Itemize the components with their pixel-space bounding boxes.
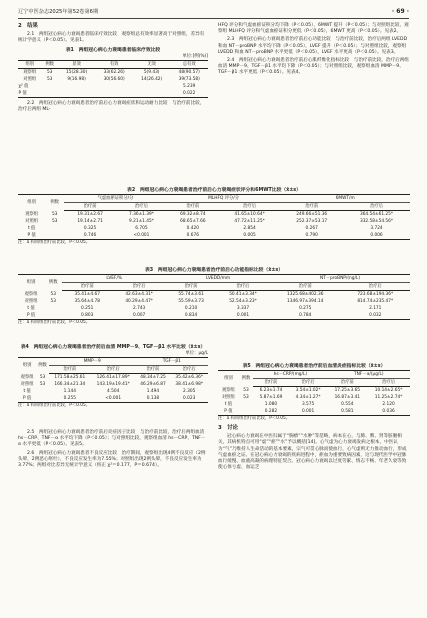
table-cell: 1.144: [63, 388, 76, 394]
table-cell: [58, 83, 96, 90]
table3-after: 治疗后: [216, 283, 270, 291]
table3-before: 治疗前: [166, 283, 216, 291]
table-row: [18, 90, 208, 97]
table-cell: 0.420: [186, 226, 199, 231]
table-cell: [42, 90, 58, 97]
table-cell: 0.007: [132, 312, 146, 318]
table4-caption: 表4 两组冠心病心力衰竭患者治疗前后血清 MMP－9、TGF－β1 水平比较（x̄±s）: [20, 345, 206, 350]
table-cell: 观察组: [23, 69, 37, 75]
table-cell: 2.171: [369, 306, 382, 311]
paragraph-3: 冠心病心力衰竭在中医归属于“胸痹”“水肿”等范畴，病本在心，与肺、脾、肾等脏腑相关，其病机特点可用“虚”“瘀”“水”予以概括[14]。心气虚为心力衰竭发病之根本，中医认为“气”乃维持人生命活动的基本要素，宗气可贯心脉而使血行，心气虚则无力推动血行，形成气虚血瘀之证。在冠心病心力衰竭的疾病进程中，瘀血为重要致病因素，这与现代医学中冠脉血行缓慢、血液高凝的病理特征契合。冠心病心力衰竭以过度劳累、情志不畅、年老久衰等致使心体亏虚、血运乏: [218, 434, 407, 471]
table-row: [18, 218, 410, 225]
table-cell: 5(9.43): [143, 69, 160, 75]
table-cell: 39(73.58): [178, 76, 200, 82]
table-row: [18, 312, 410, 319]
journal-name: 辽宁中医杂志2025年第52卷第6期: [18, 9, 99, 15]
table-cell: 42.63±4.31*: [125, 292, 153, 298]
table-cell: [58, 90, 96, 97]
table-cell: 2.743: [132, 306, 146, 311]
table-cell: P 值: [22, 395, 32, 401]
table-cell: 35.41±4.67: [74, 292, 100, 298]
table-row: [18, 381, 208, 388]
table2-n-label: 例数: [50, 200, 59, 206]
table1-header: 显效: [58, 61, 96, 69]
table-cell: [95, 90, 133, 97]
table1: [18, 60, 208, 98]
table-cell: 7.36±1.39*: [129, 212, 154, 218]
table-cell: 0.036: [382, 408, 395, 414]
table-cell: 0.676: [186, 232, 199, 238]
table-cell: 10.14±2.65*: [374, 388, 403, 394]
section-discussion-heading: 3 讨论: [218, 425, 238, 431]
table-cell: [133, 90, 171, 97]
table5-before: 治疗前: [253, 379, 289, 387]
table3-group: NT－proBNP/(ng/L): [270, 275, 410, 283]
table-cell: 14(26.42): [141, 76, 163, 82]
table-row: [218, 387, 410, 394]
table-cell: 0.554: [341, 402, 354, 407]
left-column-top: [18, 23, 208, 113]
table1-header: 例数: [42, 61, 58, 69]
table-cell: 3.337: [236, 306, 250, 311]
table-cell: 53: [50, 291, 56, 297]
table4-before: 治疗前: [49, 366, 91, 374]
table3-note: 注：a 和同组治疗前比较，P＜0.05。: [18, 320, 91, 326]
table-cell: 观察组: [25, 211, 39, 217]
table-cell: 1325.68±402.36: [287, 292, 324, 298]
table-cell: t 值: [27, 306, 35, 311]
table-cell: 19.14±2.71: [77, 219, 103, 225]
table4: [18, 357, 208, 403]
table3-n-label: 例数: [48, 280, 58, 286]
table-row: [18, 395, 208, 402]
table-cell: 5.239: [183, 83, 196, 89]
table-cell: 47.72±11.25*: [234, 219, 265, 225]
table2-caption: 表2 两组冠心病心力衰竭患者治疗前后心力衰竭症状评分和6MWT比较（x̄±s）: [127, 188, 301, 193]
table-cell: 0.006: [370, 232, 383, 238]
table5-caption: 表5 两组冠心病心力衰竭患者治疗前后血清炎症指标比较（x̄±s）: [242, 364, 386, 369]
table-cell: 53: [39, 381, 46, 387]
table-row: [18, 291, 410, 298]
table2: [18, 194, 410, 240]
table-cell: [239, 408, 253, 415]
table5-group-label: 组别: [224, 376, 233, 382]
table-cell: 0.325: [83, 226, 97, 231]
paragraph-2-6: 2.6 两组冠心病心力衰竭患者不良反应比较 治疗期间，观察组出现4例不良反应（2例头晕，2例恶心呕吐），不良反应发生率为7.55%；对照组出现2例头晕，不良反应发生率为3.77%；两组对比差异无统计学意义（校正 χ²＝0.177，P＝0.674）。: [18, 450, 206, 468]
table2-after: 治疗后: [219, 203, 281, 211]
table-cell: 0.275: [299, 306, 312, 311]
table2-note: 注：a 和同组治疗前比较，P＜0.05。: [18, 240, 91, 246]
table-cell: 3.575: [301, 402, 315, 407]
table-cell: 0.138: [146, 395, 160, 401]
table-cell: 41.65±10.64*: [234, 212, 265, 218]
table-cell: 166.34±21.34: [54, 381, 86, 387]
table-cell: 48(90.57): [178, 69, 200, 75]
table-cell: 0.784: [299, 312, 312, 318]
table-row: [18, 232, 410, 239]
table-cell: 对照组: [20, 381, 34, 387]
table4-group: TGF－β1: [136, 358, 208, 366]
table-cell: 126.41±17.89*: [96, 374, 130, 380]
table-cell: 53: [51, 219, 58, 225]
table-cell: [133, 83, 171, 90]
table-cell: 6.705: [135, 226, 148, 231]
table-cell: 55.59±3.73: [178, 299, 204, 305]
table-cell: 观察组: [24, 291, 38, 297]
table-row: [18, 83, 208, 90]
table-cell: 143.19±19.41*: [96, 381, 130, 387]
table5-group: hs－CRP/(mg/L): [253, 371, 327, 379]
table-cell: 2.305: [183, 388, 196, 394]
table-cell: 332.58±54.56*: [359, 219, 394, 225]
table5-block: [218, 364, 410, 422]
table-cell: χ² 值: [18, 83, 29, 89]
table-row: [18, 225, 410, 232]
page-header: [18, 8, 409, 19]
table-cell: 0.032: [369, 312, 382, 318]
table1-header: 有效: [95, 61, 133, 69]
table2-before: 治疗前: [280, 203, 343, 211]
table-cell: [45, 232, 64, 239]
table3-block: [18, 268, 410, 326]
table-row: [18, 374, 208, 381]
table1-unit: 单位:[例(%)]: [182, 54, 208, 60]
table-cell: [45, 225, 64, 232]
section-results-heading: 2 结果: [18, 23, 38, 29]
table-cell: 1.080: [264, 402, 278, 407]
table5-note: 注：a 和同组治疗前比较，P＜0.05。: [218, 416, 291, 422]
table-cell: 52.54±3.23*: [229, 299, 257, 305]
table-cell: 33(62.26): [103, 69, 125, 75]
table-cell: 0.803: [81, 312, 94, 318]
table-cell: 1346.97±394.14: [287, 299, 324, 305]
table-row: [18, 388, 208, 395]
table-cell: 53: [51, 211, 58, 217]
table1-header: 总有效: [170, 61, 208, 69]
table-cell: 5.87±1.69: [259, 395, 283, 401]
table-cell: 30(56.60): [103, 76, 125, 82]
table-cell: 40.29±4.47*: [125, 299, 153, 305]
table4-group: MMP－9: [49, 358, 136, 366]
table-cell: 46.29±6.87: [140, 381, 166, 387]
table4-group-label: 组别: [22, 363, 32, 369]
table-cell: 3.724: [370, 226, 383, 231]
table-cell: 0.282: [264, 408, 278, 414]
table-cell: P 值: [26, 312, 36, 318]
table-cell: [36, 388, 49, 395]
table-cell: 对照组: [25, 219, 39, 225]
table-row: [218, 401, 410, 408]
table-cell: 0.267: [305, 226, 318, 231]
table-cell: 38.41±6.98*: [175, 381, 203, 387]
table-cell: 0.790: [305, 232, 318, 238]
table-row: [18, 211, 410, 218]
table2-group: 气虚血瘀证积分/分: [64, 195, 167, 203]
table-cell: 53: [243, 387, 249, 393]
table-cell: 55.74±3.61: [178, 292, 204, 298]
table2-group: 6MWT/m: [280, 195, 410, 203]
table-cell: 0.005: [243, 232, 256, 238]
table-cell: 0.255: [63, 395, 76, 401]
table-cell: t 值: [224, 402, 233, 407]
table-cell: 53: [50, 299, 56, 305]
table-cell: 0.022: [183, 90, 196, 96]
table-cell: 0.251: [81, 306, 94, 311]
table2-before: 治疗前: [167, 203, 219, 211]
table-row: [18, 69, 208, 76]
table-row: [18, 76, 208, 83]
table-cell: t 值: [23, 388, 31, 394]
table-cell: 68.65±7.66: [180, 219, 206, 225]
table-cell: 16.87±3.41: [334, 395, 361, 401]
table-cell: 15(28.30): [66, 69, 88, 75]
paragraph-2-2-cont: HFQ 评分和气虚血瘀证积分均下降（P＜0.05），6MWT 提升（P＜0.05）；与对照组比较，观察组 MLHFQ 评分和气虚血瘀证积分更低（P＜0.05），6MWT 更高（P＜0.05）。见表2。: [218, 23, 409, 35]
table-cell: 814.74±235.47*: [357, 299, 394, 305]
table-cell: 对照组: [24, 299, 38, 305]
paragraph-2-3: 2.3 两组冠心病心力衰竭患者治疗前后心功能比较 与治疗前比较，治疗后两组 LVEDD 和血 NT－proBNP 水平均下降（P＜0.05），LVEF 提升（P＜0.05）；与对照组比较，观察组 LVEDD 和血 NT－proBNP 水平更低（P＜0.05），LVEF 水平更高（P＜0.05）。见表3。: [218, 37, 408, 55]
paragraph-2-2: 2.2 两组冠心病心力衰竭患者治疗前后心力衰竭症状和运动耐力比较 与治疗前比较，治疗后两组 ML-: [18, 101, 205, 113]
table4-note: 注：a 和同组治疗前比较，P＜0.05。: [18, 403, 91, 409]
table2-group-label: 组别: [27, 200, 36, 206]
table-cell: 35.42±6.36*: [175, 374, 203, 380]
table-cell: 50.41±3.34*: [229, 292, 257, 298]
table-cell: 171.58±25.61: [54, 374, 86, 380]
table-cell: 对照组: [221, 395, 235, 401]
table-row: [218, 408, 410, 415]
table-row: [18, 298, 410, 305]
table-cell: 6.23±1.74: [259, 388, 283, 394]
table-cell: [239, 401, 253, 408]
table-cell: 53: [243, 395, 249, 401]
page-number: · 69 ·: [391, 8, 409, 15]
table-cell: 17.25±3.65: [334, 388, 361, 394]
table-cell: 4.504: [107, 388, 120, 394]
table-cell: 0.581: [341, 408, 354, 414]
left-column-bottom: [18, 430, 208, 469]
table4-block: [18, 345, 208, 409]
table1-header-row: [18, 61, 208, 69]
table-cell: 观察组: [20, 374, 34, 380]
table4-after: 治疗后: [91, 366, 136, 374]
table4-n-label: 例数: [38, 363, 47, 369]
paragraph-2-5: 2.5 两组冠心病心力衰竭患者治疗前后炎症因子比较 与治疗前比较，治疗后两组血清 hs－CRP、TNF－α 水平均下降（P＜0.05）；与对照组比较，观察组血清 hs－CRP、TNF－α 水平更低（P＜0.05）。见表5。: [18, 430, 206, 448]
table-cell: [44, 312, 62, 319]
table-cell: <0.001: [133, 232, 150, 238]
table-cell: 4.34±1.27*: [295, 395, 321, 401]
table5-after: 治疗后: [289, 379, 328, 387]
table-cell: P 值: [18, 90, 27, 96]
paragraph-2-4: 2.4 两组冠心病心力衰竭患者治疗前后心肌纤维化指标比较 与治疗前比较，治疗后两组血清 MMP－9、TGF－β1 水平均下降（P＜0.05）；与对照组比较，观察组血清 MMP－9、TGF－β1 水平更低（P＜0.05）。见表4。: [218, 57, 409, 76]
table-cell: 252.37±53.17: [296, 219, 328, 225]
table-cell: 9(16.98): [67, 76, 86, 82]
table-cell: 对照组: [23, 76, 37, 82]
table-cell: P 值: [224, 408, 233, 414]
table-cell: 53: [39, 374, 46, 380]
table3-group-label: 组别: [26, 280, 36, 286]
table-cell: 0.023: [183, 395, 196, 401]
table-cell: 2.854: [243, 226, 256, 231]
table-cell: 364.54±61.25*: [359, 212, 394, 218]
table-cell: 11.25±2.74*: [374, 395, 403, 401]
table2-block: [18, 188, 410, 246]
table5-group: TNF－α/(μg/L): [327, 371, 410, 379]
table-cell: 观察组: [221, 387, 235, 393]
table-cell: 19.31±2.67: [77, 212, 103, 218]
table2-after: 治疗后: [343, 203, 410, 211]
table3: [18, 274, 410, 320]
table5-after: 治疗后: [367, 379, 410, 387]
table3-after: 治疗后: [112, 283, 166, 291]
table-cell: 1.494: [146, 388, 160, 394]
table-cell: 69.32±8.74: [180, 212, 206, 218]
table-cell: 0.210: [184, 306, 198, 311]
table-cell: 3.54±1.02*: [295, 388, 321, 394]
paragraph-2-1: 2.1 两组冠心病心力衰竭患者临床疗效比较 观察组总有效率显著高于对照组，差异有统计学意义（P＜0.05）。见表1。: [18, 32, 205, 44]
table-cell: 0.834: [184, 312, 198, 318]
table-cell: [36, 395, 49, 402]
table-cell: 48.34±7.25: [140, 374, 166, 380]
table3-group: LVEDD/mm: [166, 275, 270, 283]
table-cell: <0.001: [105, 395, 122, 401]
table-cell: 0.001: [236, 312, 250, 318]
table4-unit: 单位：μg/L: [185, 351, 208, 357]
table-cell: 35.64±4.78: [74, 299, 100, 305]
table2-after: 治疗后: [116, 203, 167, 211]
table-cell: [95, 83, 133, 90]
table-cell: 53: [46, 69, 53, 75]
table1-header: 组别: [18, 61, 42, 69]
table-cell: 0.746: [83, 232, 97, 238]
table-cell: 0.001: [301, 408, 315, 414]
table-cell: 2.120: [382, 402, 395, 407]
table5-n-label: 例数: [241, 376, 251, 382]
table3-before: 治疗前: [62, 283, 112, 291]
table4-before: 治疗前: [136, 366, 171, 374]
table3-before: 治疗前: [270, 283, 341, 291]
table-cell: 9.21±1.45*: [129, 219, 154, 225]
table-cell: [42, 83, 58, 90]
table2-group: MLHFQ 评分/分: [167, 195, 281, 203]
table4-after: 治疗后: [170, 366, 208, 374]
table-cell: [44, 305, 62, 312]
table5-before: 治疗前: [327, 379, 367, 387]
table3-group: LVEF/%: [62, 275, 166, 283]
table-cell: P 值: [27, 232, 36, 238]
right-column-top: [218, 23, 410, 77]
table3-caption: 表3 两组冠心病心力衰竭患者治疗前后心功能指标比较（x̄±s）: [144, 268, 284, 273]
table1-header: 无效: [133, 61, 171, 69]
table-row: [218, 394, 410, 401]
right-column-bottom: [218, 425, 410, 471]
table-cell: 249.66±51.36: [296, 212, 328, 218]
table3-after: 治疗后: [341, 283, 411, 291]
table-cell: 53: [46, 76, 53, 82]
table-cell: t 值: [27, 226, 36, 231]
table5: [218, 370, 410, 416]
table-row: [18, 305, 410, 312]
table-cell: 723.68±194.36*: [357, 292, 394, 298]
table2-before: 治疗前: [64, 203, 116, 211]
table1-caption: 表1 两组冠心病心力衰竭患者临床疗效比较: [65, 47, 161, 53]
